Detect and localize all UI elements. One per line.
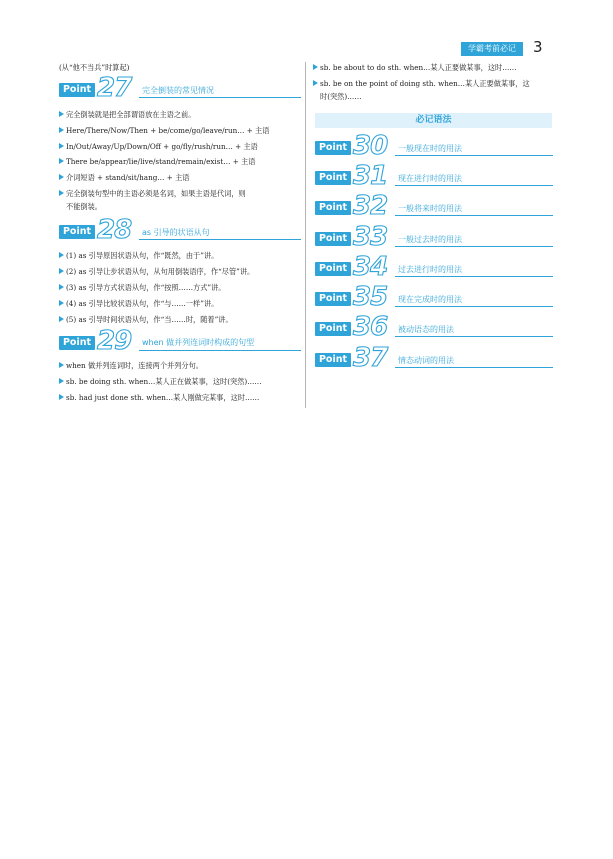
point-badge: Point <box>315 171 351 185</box>
list-item: sb. be on the point of doing sth. when…某人正要做某事，这 <box>313 78 530 89</box>
point-28-heading <box>59 215 301 245</box>
list-item: sb. had just done sth. when…某人刚做完某事，这时…… <box>59 392 262 403</box>
point-badge: Point <box>315 201 351 215</box>
point-number: 34 <box>353 252 388 282</box>
point-35-heading <box>315 282 555 312</box>
point-number: 35 <box>353 282 388 312</box>
list-item: (1) as 引导原因状语从句，作“既然，由于”讲。 <box>59 250 254 261</box>
heading-underline <box>395 367 553 368</box>
list-item: (5) as 引导时间状语从句，作“当……时，随着”讲。 <box>59 314 254 325</box>
heading-underline <box>395 246 553 247</box>
point-28-list <box>59 250 254 325</box>
heading-underline <box>395 215 553 216</box>
point-number: 37 <box>353 343 388 373</box>
heading-underline <box>395 336 553 337</box>
list-item: There be/appear/lie/live/stand/remain/exist… + 主语 <box>59 156 269 167</box>
point-title: 现在进行时的用法 <box>398 174 462 183</box>
point-badge: Point <box>315 141 351 155</box>
point-34-heading <box>315 252 555 282</box>
list-item: sb. be doing sth. when…某人正在做某事，这时(突然)…… <box>59 376 262 387</box>
point-title: 一般将来时的用法 <box>398 204 462 213</box>
list-item: 介词短语 + stand/sit/hang… + 主语 <box>59 172 269 183</box>
list-item: Here/There/Now/Then + be/come/go/leave/run… + 主语 <box>59 125 269 136</box>
intro-text: (从“他不当兵”时算起) <box>59 63 130 72</box>
list-item: (2) as 引导让步状语从句，从句用倒装语序，作“尽管”讲。 <box>59 266 254 277</box>
point-title: 情态动词的用法 <box>398 356 454 365</box>
point-number: 28 <box>97 215 132 245</box>
section-tag: 学霸考前必记 <box>461 42 523 56</box>
heading-underline <box>395 155 553 156</box>
point-badge: Point <box>59 336 95 350</box>
point-31-heading <box>315 161 555 191</box>
heading-underline <box>139 97 301 98</box>
point-badge: Point <box>315 353 351 367</box>
point-number: 30 <box>353 131 388 161</box>
point-29-heading <box>59 326 301 356</box>
right-list <box>313 62 530 102</box>
list-item: (3) as 引导方式状语从句，作“按照……方式”讲。 <box>59 282 254 293</box>
point-number: 33 <box>353 222 388 252</box>
point-33-heading <box>315 222 555 252</box>
point-badge: Point <box>315 292 351 306</box>
list-item: (4) as 引导比较状语从句，作“与……一样”讲。 <box>59 298 254 309</box>
point-title: 现在完成时的用法 <box>398 295 462 304</box>
heading-underline <box>395 276 553 277</box>
heading-underline <box>139 350 301 351</box>
list-item: 完全倒装就是把全部谓语放在主语之前。 <box>59 109 269 120</box>
point-36-heading <box>315 312 555 342</box>
list-item: when 做并列连词时，连接两个并列分句。 <box>59 360 262 371</box>
point-badge: Point <box>59 225 95 239</box>
point-badge: Point <box>315 262 351 276</box>
point-number: 27 <box>97 73 132 103</box>
point-badge: Point <box>315 322 351 336</box>
point-number: 36 <box>353 312 388 342</box>
heading-underline <box>395 306 553 307</box>
point-title: as 引导的状语从句 <box>142 228 210 237</box>
point-title: 一般现在时的用法 <box>398 144 462 153</box>
point-title: 完全倒装的常见情况 <box>142 86 214 95</box>
page-number: 3 <box>533 38 543 56</box>
point-title: 过去进行时的用法 <box>398 265 462 274</box>
list-item: In/Out/Away/Up/Down/Off + go/fly/rush/run… + 主语 <box>59 141 269 152</box>
point-badge: Point <box>59 83 95 97</box>
point-number: 29 <box>97 326 132 356</box>
heading-underline <box>139 239 301 240</box>
point-title: when 做并列连词时构成的句型 <box>142 338 255 347</box>
section-bar: 必记语法 <box>315 113 552 128</box>
point-number: 32 <box>353 191 388 221</box>
heading-underline <box>395 185 553 186</box>
point-badge: Point <box>315 232 351 246</box>
list-item: sb. be about to do sth. when…某人正要做某事，这时…… <box>313 62 530 73</box>
point-30-heading <box>315 131 555 161</box>
list-item-continuation: 时(突然)…… <box>320 92 362 101</box>
list-item: 完全倒装句型中的主语必须是名词，如果主语是代词，则 <box>59 188 269 199</box>
point-29-list <box>59 360 262 403</box>
point-number: 31 <box>353 161 388 191</box>
point-27-list <box>59 109 269 212</box>
point-title: 一般过去时的用法 <box>398 235 462 244</box>
column-divider <box>305 62 306 408</box>
point-32-heading <box>315 191 555 221</box>
point-title: 被动语态的用法 <box>398 325 454 334</box>
point-37-heading <box>315 343 555 373</box>
point-27-heading <box>59 73 301 103</box>
list-item-continuation: 不能倒装。 <box>66 201 102 211</box>
